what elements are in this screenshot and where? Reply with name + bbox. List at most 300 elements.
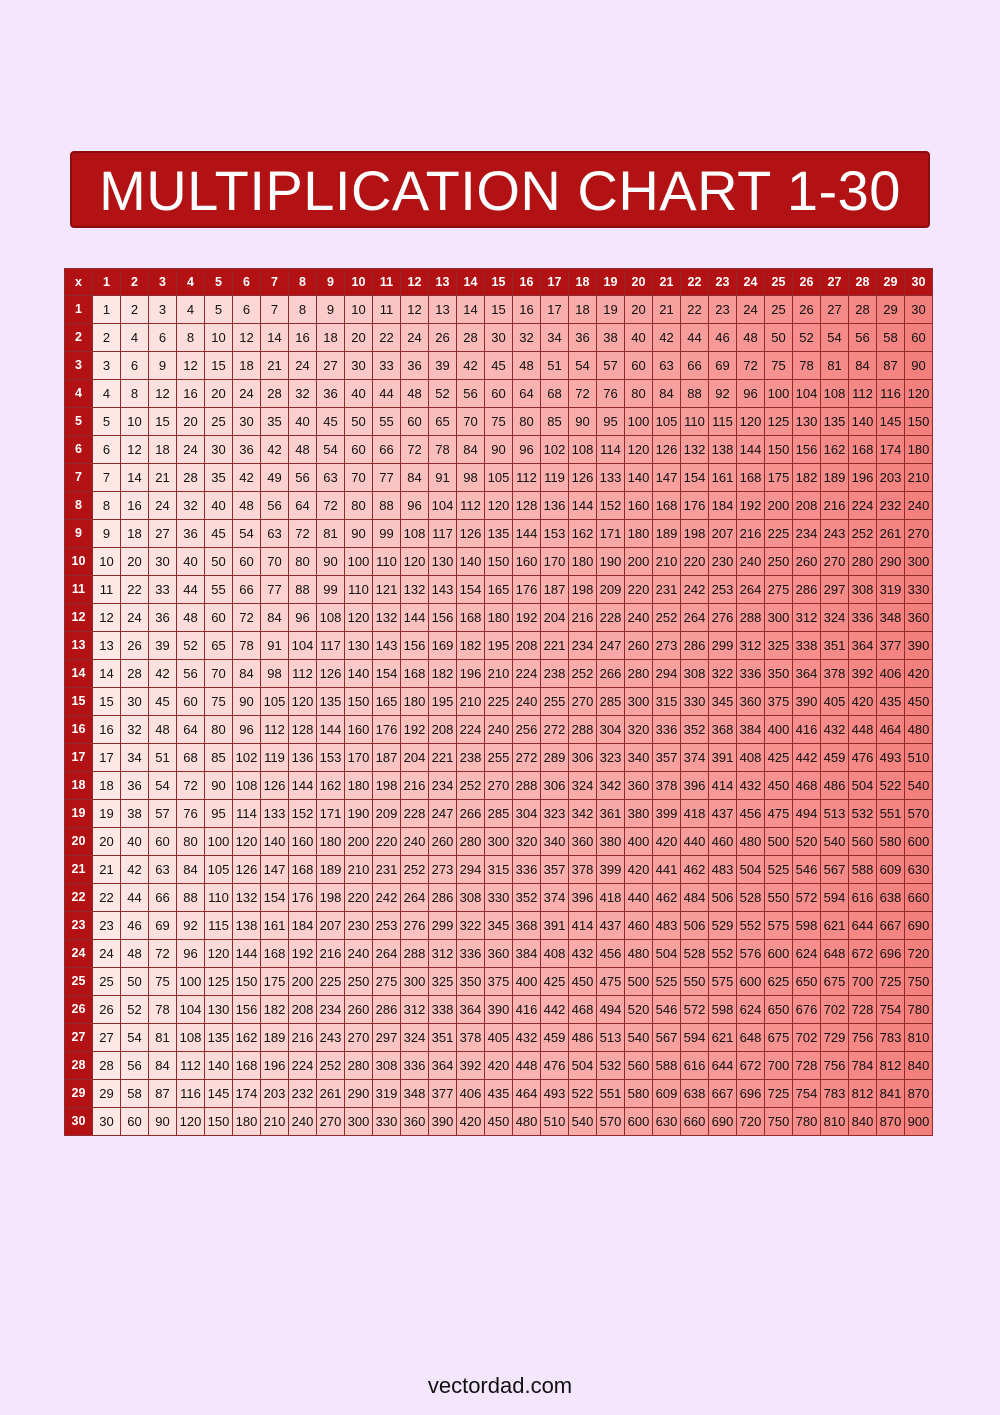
table-row xyxy=(65,380,933,408)
product-cell: 288 xyxy=(737,604,765,632)
product-cell: 600 xyxy=(737,968,765,996)
product-cell: 162 xyxy=(821,436,849,464)
product-cell: 180 xyxy=(569,548,597,576)
product-cell: 598 xyxy=(793,912,821,940)
product-cell: 68 xyxy=(541,380,569,408)
table-row xyxy=(65,1024,933,1052)
product-cell: 286 xyxy=(681,632,709,660)
product-cell: 580 xyxy=(877,828,905,856)
product-cell: 400 xyxy=(625,828,653,856)
product-cell: 630 xyxy=(905,856,933,884)
product-cell: 216 xyxy=(821,492,849,520)
product-cell: 200 xyxy=(289,968,317,996)
table-row xyxy=(65,520,933,548)
column-header-15: 15 xyxy=(485,269,513,296)
product-cell: 102 xyxy=(233,744,261,772)
product-cell: 136 xyxy=(289,744,317,772)
product-cell: 120 xyxy=(345,604,373,632)
product-cell: 20 xyxy=(121,548,149,576)
product-cell: 20 xyxy=(177,408,205,436)
product-cell: 390 xyxy=(485,996,513,1024)
product-cell: 273 xyxy=(653,632,681,660)
product-cell: 144 xyxy=(317,716,345,744)
column-header-24: 24 xyxy=(737,269,765,296)
product-cell: 378 xyxy=(653,772,681,800)
product-cell: 56 xyxy=(457,380,485,408)
product-cell: 15 xyxy=(93,688,121,716)
product-cell: 432 xyxy=(569,940,597,968)
product-cell: 375 xyxy=(485,968,513,996)
product-cell: 480 xyxy=(625,940,653,968)
row-header-18: 18 xyxy=(65,772,93,800)
product-cell: 27 xyxy=(149,520,177,548)
product-cell: 36 xyxy=(569,324,597,352)
product-cell: 110 xyxy=(681,408,709,436)
product-cell: 24 xyxy=(149,492,177,520)
product-cell: 14 xyxy=(457,296,485,324)
product-cell: 32 xyxy=(177,492,205,520)
product-cell: 600 xyxy=(905,828,933,856)
product-cell: 176 xyxy=(681,492,709,520)
product-cell: 84 xyxy=(177,856,205,884)
product-cell: 30 xyxy=(905,296,933,324)
product-cell: 406 xyxy=(457,1080,485,1108)
product-cell: 216 xyxy=(401,772,429,800)
product-cell: 26 xyxy=(793,296,821,324)
column-header-11: 11 xyxy=(373,269,401,296)
product-cell: 220 xyxy=(373,828,401,856)
product-cell: 676 xyxy=(793,996,821,1024)
product-cell: 130 xyxy=(429,548,457,576)
product-cell: 180 xyxy=(401,688,429,716)
product-cell: 460 xyxy=(709,828,737,856)
product-cell: 176 xyxy=(289,884,317,912)
product-cell: 119 xyxy=(541,464,569,492)
product-cell: 100 xyxy=(765,380,793,408)
product-cell: 162 xyxy=(569,520,597,548)
column-header-14: 14 xyxy=(457,269,485,296)
product-cell: 184 xyxy=(709,492,737,520)
product-cell: 1 xyxy=(93,296,121,324)
product-cell: 546 xyxy=(793,856,821,884)
product-cell: 4 xyxy=(121,324,149,352)
product-cell: 435 xyxy=(877,688,905,716)
product-cell: 450 xyxy=(485,1108,513,1136)
product-cell: 190 xyxy=(597,548,625,576)
product-cell: 160 xyxy=(345,716,373,744)
product-cell: 400 xyxy=(513,968,541,996)
product-cell: 408 xyxy=(541,940,569,968)
product-cell: 459 xyxy=(541,1024,569,1052)
product-cell: 368 xyxy=(513,912,541,940)
product-cell: 121 xyxy=(373,576,401,604)
product-cell: 375 xyxy=(765,688,793,716)
product-cell: 98 xyxy=(457,464,485,492)
product-cell: 100 xyxy=(177,968,205,996)
product-cell: 299 xyxy=(429,912,457,940)
table-row xyxy=(65,1052,933,1080)
product-cell: 112 xyxy=(849,380,877,408)
product-cell: 840 xyxy=(905,1052,933,1080)
product-cell: 228 xyxy=(401,800,429,828)
product-cell: 150 xyxy=(485,548,513,576)
product-cell: 60 xyxy=(233,548,261,576)
product-cell: 540 xyxy=(625,1024,653,1052)
product-cell: 21 xyxy=(261,352,289,380)
product-cell: 24 xyxy=(93,940,121,968)
table-row xyxy=(65,604,933,632)
product-cell: 105 xyxy=(485,464,513,492)
product-cell: 290 xyxy=(345,1080,373,1108)
product-cell: 216 xyxy=(569,604,597,632)
product-cell: 486 xyxy=(569,1024,597,1052)
product-cell: 264 xyxy=(681,604,709,632)
row-header-8: 8 xyxy=(65,492,93,520)
product-cell: 132 xyxy=(233,884,261,912)
product-cell: 783 xyxy=(821,1080,849,1108)
product-cell: 144 xyxy=(401,604,429,632)
product-cell: 308 xyxy=(457,884,485,912)
product-cell: 108 xyxy=(401,520,429,548)
product-cell: 54 xyxy=(569,352,597,380)
row-header-13: 13 xyxy=(65,632,93,660)
product-cell: 108 xyxy=(317,604,345,632)
product-cell: 380 xyxy=(597,828,625,856)
product-cell: 29 xyxy=(877,296,905,324)
product-cell: 450 xyxy=(905,688,933,716)
product-cell: 275 xyxy=(765,576,793,604)
product-cell: 414 xyxy=(709,772,737,800)
product-cell: 116 xyxy=(177,1080,205,1108)
product-cell: 162 xyxy=(317,772,345,800)
product-cell: 221 xyxy=(541,632,569,660)
product-cell: 195 xyxy=(429,688,457,716)
product-cell: 198 xyxy=(681,520,709,548)
product-cell: 190 xyxy=(345,800,373,828)
product-cell: 170 xyxy=(345,744,373,772)
product-cell: 11 xyxy=(373,296,401,324)
product-cell: 360 xyxy=(905,604,933,632)
product-cell: 225 xyxy=(317,968,345,996)
column-header-16: 16 xyxy=(513,269,541,296)
product-cell: 476 xyxy=(541,1052,569,1080)
header-row xyxy=(65,269,933,296)
product-cell: 25 xyxy=(93,968,121,996)
row-header-23: 23 xyxy=(65,912,93,940)
product-cell: 36 xyxy=(233,436,261,464)
product-cell: 119 xyxy=(261,744,289,772)
product-cell: 160 xyxy=(289,828,317,856)
product-cell: 312 xyxy=(429,940,457,968)
product-cell: 14 xyxy=(93,660,121,688)
product-cell: 520 xyxy=(793,828,821,856)
product-cell: 650 xyxy=(765,996,793,1024)
product-cell: 225 xyxy=(765,520,793,548)
product-cell: 182 xyxy=(429,660,457,688)
product-cell: 135 xyxy=(485,520,513,548)
product-cell: 105 xyxy=(653,408,681,436)
product-cell: 175 xyxy=(765,464,793,492)
table-row xyxy=(65,464,933,492)
product-cell: 42 xyxy=(261,436,289,464)
product-cell: 135 xyxy=(317,688,345,716)
product-cell: 260 xyxy=(429,828,457,856)
product-cell: 80 xyxy=(513,408,541,436)
product-cell: 361 xyxy=(597,800,625,828)
product-cell: 152 xyxy=(289,800,317,828)
product-cell: 112 xyxy=(513,464,541,492)
product-cell: 22 xyxy=(121,576,149,604)
product-cell: 609 xyxy=(877,856,905,884)
product-cell: 252 xyxy=(653,604,681,632)
table-row xyxy=(65,296,933,324)
product-cell: 10 xyxy=(121,408,149,436)
product-cell: 200 xyxy=(625,548,653,576)
product-cell: 253 xyxy=(373,912,401,940)
product-cell: 540 xyxy=(569,1108,597,1136)
product-cell: 175 xyxy=(261,968,289,996)
product-cell: 308 xyxy=(373,1052,401,1080)
product-cell: 420 xyxy=(653,828,681,856)
product-cell: 156 xyxy=(429,604,457,632)
product-cell: 23 xyxy=(709,296,737,324)
product-cell: 154 xyxy=(373,660,401,688)
product-cell: 493 xyxy=(877,744,905,772)
product-cell: 90 xyxy=(569,408,597,436)
product-cell: 18 xyxy=(121,520,149,548)
product-cell: 30 xyxy=(233,408,261,436)
product-cell: 26 xyxy=(121,632,149,660)
product-cell: 377 xyxy=(429,1080,457,1108)
product-cell: 12 xyxy=(121,436,149,464)
product-cell: 600 xyxy=(625,1108,653,1136)
product-cell: 288 xyxy=(569,716,597,744)
product-cell: 756 xyxy=(849,1024,877,1052)
row-header-12: 12 xyxy=(65,604,93,632)
product-cell: 552 xyxy=(737,912,765,940)
product-cell: 700 xyxy=(849,968,877,996)
product-cell: 750 xyxy=(765,1108,793,1136)
product-cell: 456 xyxy=(597,940,625,968)
product-cell: 27 xyxy=(93,1024,121,1052)
product-cell: 21 xyxy=(93,856,121,884)
product-cell: 306 xyxy=(569,744,597,772)
product-cell: 532 xyxy=(597,1052,625,1080)
row-header-5: 5 xyxy=(65,408,93,436)
product-cell: 230 xyxy=(345,912,373,940)
product-cell: 25 xyxy=(765,296,793,324)
product-cell: 408 xyxy=(737,744,765,772)
product-cell: 462 xyxy=(653,884,681,912)
product-cell: 161 xyxy=(261,912,289,940)
product-cell: 95 xyxy=(597,408,625,436)
product-cell: 7 xyxy=(261,296,289,324)
product-cell: 441 xyxy=(653,856,681,884)
product-cell: 16 xyxy=(289,324,317,352)
product-cell: 40 xyxy=(121,828,149,856)
product-cell: 52 xyxy=(429,380,457,408)
product-cell: 500 xyxy=(765,828,793,856)
product-cell: 12 xyxy=(177,352,205,380)
product-cell: 368 xyxy=(709,716,737,744)
column-header-13: 13 xyxy=(429,269,457,296)
product-cell: 304 xyxy=(513,800,541,828)
product-cell: 420 xyxy=(905,660,933,688)
product-cell: 98 xyxy=(261,660,289,688)
product-cell: 483 xyxy=(653,912,681,940)
product-cell: 22 xyxy=(93,884,121,912)
column-header-3: 3 xyxy=(149,269,177,296)
product-cell: 312 xyxy=(401,996,429,1024)
product-cell: 161 xyxy=(709,464,737,492)
product-cell: 525 xyxy=(765,856,793,884)
product-cell: 252 xyxy=(457,772,485,800)
product-cell: 272 xyxy=(541,716,569,744)
product-cell: 110 xyxy=(345,576,373,604)
product-cell: 23 xyxy=(93,912,121,940)
product-cell: 672 xyxy=(737,1052,765,1080)
product-cell: 330 xyxy=(905,576,933,604)
product-cell: 120 xyxy=(289,688,317,716)
product-cell: 63 xyxy=(653,352,681,380)
product-cell: 69 xyxy=(709,352,737,380)
product-cell: 357 xyxy=(653,744,681,772)
product-cell: 13 xyxy=(93,632,121,660)
product-cell: 88 xyxy=(373,492,401,520)
product-cell: 54 xyxy=(149,772,177,800)
product-cell: 391 xyxy=(709,744,737,772)
product-cell: 348 xyxy=(401,1080,429,1108)
product-cell: 100 xyxy=(625,408,653,436)
product-cell: 315 xyxy=(653,688,681,716)
product-cell: 100 xyxy=(205,828,233,856)
product-cell: 104 xyxy=(289,632,317,660)
product-cell: 17 xyxy=(93,744,121,772)
product-cell: 187 xyxy=(541,576,569,604)
table-row xyxy=(65,436,933,464)
column-header-8: 8 xyxy=(289,269,317,296)
product-cell: 437 xyxy=(709,800,737,828)
product-cell: 20 xyxy=(345,324,373,352)
product-cell: 36 xyxy=(121,772,149,800)
product-cell: 812 xyxy=(849,1080,877,1108)
product-cell: 575 xyxy=(709,968,737,996)
product-cell: 147 xyxy=(261,856,289,884)
product-cell: 338 xyxy=(429,996,457,1024)
product-cell: 153 xyxy=(317,744,345,772)
product-cell: 40 xyxy=(205,492,233,520)
product-cell: 624 xyxy=(793,940,821,968)
product-cell: 294 xyxy=(653,660,681,688)
product-cell: 156 xyxy=(793,436,821,464)
product-cell: 126 xyxy=(457,520,485,548)
product-cell: 196 xyxy=(457,660,485,688)
product-cell: 168 xyxy=(233,1052,261,1080)
product-cell: 96 xyxy=(737,380,765,408)
product-cell: 198 xyxy=(373,772,401,800)
product-cell: 616 xyxy=(849,884,877,912)
product-cell: 336 xyxy=(513,856,541,884)
product-cell: 144 xyxy=(513,520,541,548)
product-cell: 464 xyxy=(513,1080,541,1108)
product-cell: 75 xyxy=(205,688,233,716)
product-cell: 261 xyxy=(317,1080,345,1108)
product-cell: 200 xyxy=(345,828,373,856)
product-cell: 112 xyxy=(457,492,485,520)
product-cell: 55 xyxy=(373,408,401,436)
product-cell: 96 xyxy=(401,492,429,520)
product-cell: 18 xyxy=(149,436,177,464)
product-cell: 220 xyxy=(681,548,709,576)
product-cell: 609 xyxy=(653,1080,681,1108)
product-cell: 238 xyxy=(457,744,485,772)
product-cell: 120 xyxy=(485,492,513,520)
product-cell: 65 xyxy=(429,408,457,436)
row-header-6: 6 xyxy=(65,436,93,464)
product-cell: 399 xyxy=(597,856,625,884)
product-cell: 384 xyxy=(513,940,541,968)
product-cell: 242 xyxy=(373,884,401,912)
product-cell: 660 xyxy=(905,884,933,912)
product-cell: 50 xyxy=(345,408,373,436)
product-cell: 308 xyxy=(849,576,877,604)
product-cell: 154 xyxy=(261,884,289,912)
product-cell: 77 xyxy=(373,464,401,492)
product-cell: 180 xyxy=(233,1108,261,1136)
product-cell: 340 xyxy=(541,828,569,856)
product-cell: 493 xyxy=(541,1080,569,1108)
product-cell: 418 xyxy=(597,884,625,912)
product-cell: 783 xyxy=(877,1024,905,1052)
table-row xyxy=(65,408,933,436)
product-cell: 285 xyxy=(485,800,513,828)
column-header-18: 18 xyxy=(569,269,597,296)
product-cell: 24 xyxy=(737,296,765,324)
column-header-2: 2 xyxy=(121,269,149,296)
product-cell: 145 xyxy=(205,1080,233,1108)
product-cell: 240 xyxy=(485,716,513,744)
product-cell: 12 xyxy=(149,380,177,408)
row-header-2: 2 xyxy=(65,324,93,352)
row-header-4: 4 xyxy=(65,380,93,408)
product-cell: 480 xyxy=(513,1108,541,1136)
table-row xyxy=(65,940,933,968)
product-cell: 725 xyxy=(877,968,905,996)
product-cell: 546 xyxy=(653,996,681,1024)
row-header-20: 20 xyxy=(65,828,93,856)
product-cell: 45 xyxy=(317,408,345,436)
product-cell: 224 xyxy=(289,1052,317,1080)
product-cell: 210 xyxy=(261,1108,289,1136)
product-cell: 110 xyxy=(205,884,233,912)
product-cell: 66 xyxy=(681,352,709,380)
product-cell: 27 xyxy=(821,296,849,324)
product-cell: 729 xyxy=(821,1024,849,1052)
product-cell: 240 xyxy=(513,688,541,716)
product-cell: 216 xyxy=(317,940,345,968)
product-cell: 230 xyxy=(709,548,737,576)
product-cell: 483 xyxy=(709,856,737,884)
product-cell: 66 xyxy=(373,436,401,464)
product-cell: 660 xyxy=(681,1108,709,1136)
product-cell: 621 xyxy=(821,912,849,940)
product-cell: 5 xyxy=(93,408,121,436)
product-cell: 19 xyxy=(597,296,625,324)
product-cell: 72 xyxy=(233,604,261,632)
product-cell: 28 xyxy=(849,296,877,324)
product-cell: 78 xyxy=(233,632,261,660)
product-cell: 250 xyxy=(765,548,793,576)
